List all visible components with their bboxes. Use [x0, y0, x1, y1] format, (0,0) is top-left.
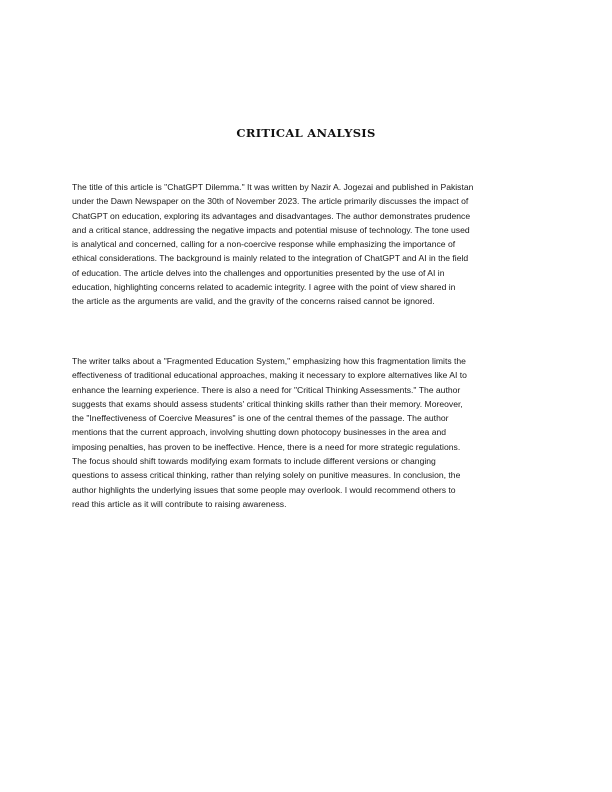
paragraph-line: of education. The article delves into the challenges and opportunities presented by the use of AI in: [72, 267, 445, 278]
paragraph-line: The focus should shift towards modifying exam formats to include different versions or changing: [72, 456, 436, 467]
page-title: CRITICAL ANALYSIS: [236, 126, 376, 140]
paragraph-line: imposing penalties, has proven to be ineffective. Hence, there is a need for more strategic regulations.: [72, 441, 461, 452]
paragraph-line: under the Dawn Newspaper on the 30th of November 2023. The article primarily discusses the impact of: [72, 196, 469, 207]
paragraph-line: ChatGPT on education, exploring its advantages and disadvantages. The author demonstrates prudence: [72, 210, 471, 221]
paragraph-line: and a critical stance, addressing the negative impacts and potential misuse of technology. The tone used: [72, 224, 470, 235]
paragraph-line: The title of this article is "ChatGPT Dilemma." It was written by Nazir A. Jogezai and published in Pakistan: [72, 182, 474, 192]
paragraph-line: the article as the arguments are valid, and the gravity of the concerns raised cannot be ignored.: [72, 296, 435, 307]
paragraph-line: questions to assess critical thinking, rather than relying solely on punitive measures. In conclusion, the: [72, 470, 461, 481]
paragraph-line: is analytical and concerned, calling for a non-coercive response while emphasizing the importance of: [72, 239, 456, 250]
paragraph-line: read this article as it will contribute to raising awareness.: [72, 498, 287, 509]
paragraph-line: suggests that exams should assess students' critical thinking skills rather than their memory. Moreover,: [72, 398, 463, 409]
paragraph-line: the "Ineffectiveness of Coercive Measures" is one of the central themes of the passage. The author: [72, 413, 449, 424]
paragraph-1: [72, 180, 542, 309]
paragraph-line: effectiveness of traditional educational approaches, making it necessary to explore alternatives like AI to: [72, 370, 467, 381]
paragraph-line: education, highlighting concerns related to academic integrity. I agree with the point of view shared in: [72, 282, 456, 293]
paragraph-line: author highlights the underlying issues that some people may overlook. I would recommend others to: [72, 484, 456, 495]
paragraph-2: [72, 354, 542, 511]
paragraph-line: enhance the learning experience. There is also a need for "Critical Thinking Assessments." The author: [72, 384, 461, 395]
paragraph-line: ethical considerations. The background is mainly related to the integration of ChatGPT and AI in the field: [72, 253, 469, 264]
paragraph-line: The writer talks about a "Fragmented Education System," emphasizing how this fragmentation limits the: [72, 356, 466, 366]
paragraph-line: mentions that the current approach, involving shutting down photocopy businesses in the area and: [72, 427, 447, 438]
